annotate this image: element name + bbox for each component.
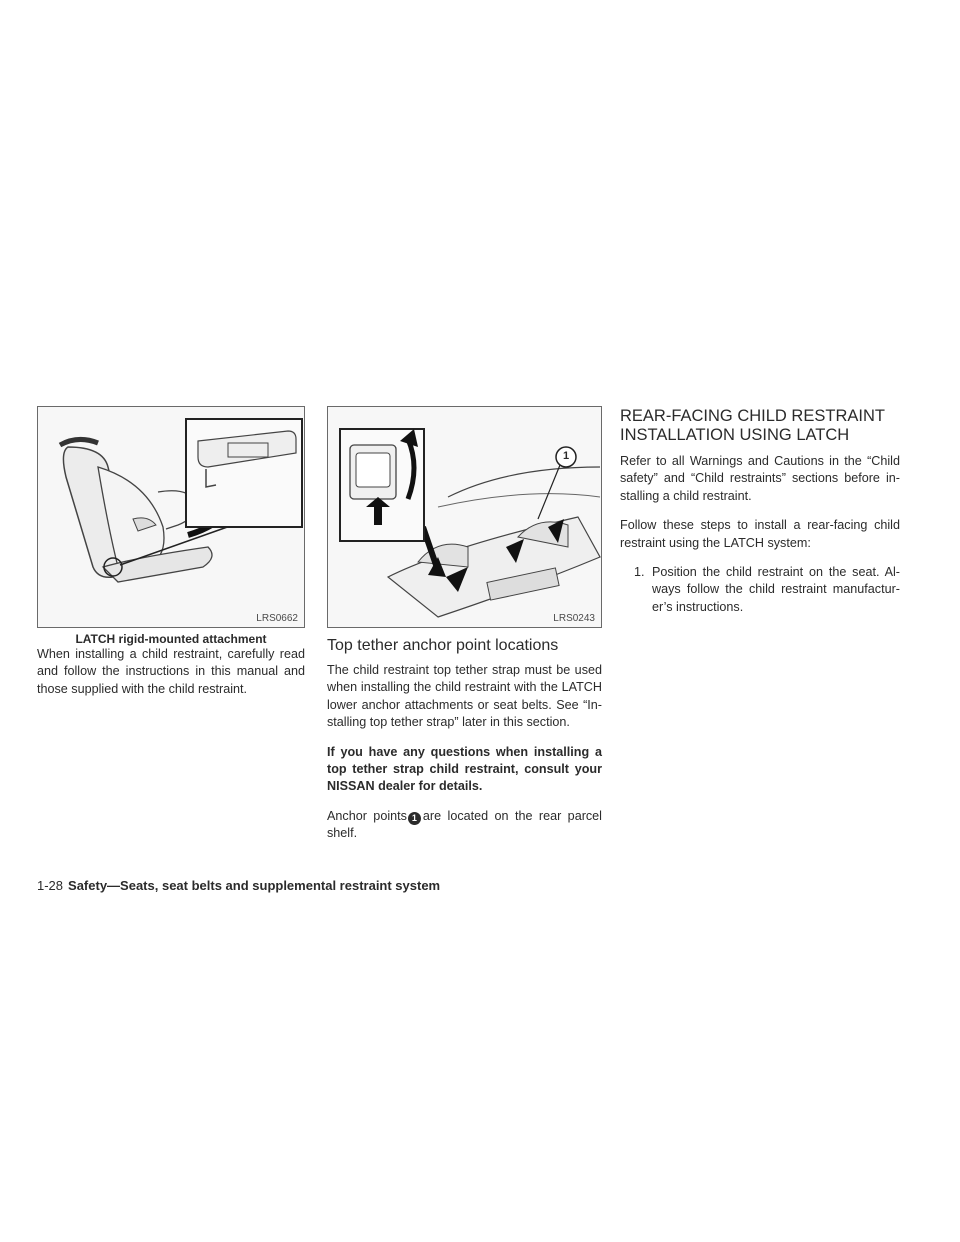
step-text: Position the child restraint on the seat. Al-ways follow the child restraint manufactur-er’s instructions. xyxy=(652,565,900,614)
page-number: 1-28 xyxy=(37,878,64,893)
steps-intro-paragraph: Follow these steps to install a rear-facing child restraint using the LATCH system: xyxy=(620,518,900,550)
figure-anchor-locations xyxy=(327,406,602,628)
list-item xyxy=(620,564,900,616)
callout-number: 1 xyxy=(562,450,570,462)
column-left xyxy=(37,406,305,710)
anchor-text-pre: Anchor points xyxy=(327,808,407,823)
section-title: Safety—Seats, seat belts and supplemental restraint system xyxy=(68,878,441,893)
callout-marker: 1 xyxy=(408,812,421,825)
column-right xyxy=(620,406,900,616)
seat-illustration xyxy=(38,407,305,628)
tether-paragraph: The child restraint top tether strap must be used when installing the child restraint with the LATCH lower anchor attachments or seat belts. See “In-stalling top tether strap” later in this section. xyxy=(327,663,602,730)
step-number: 1. xyxy=(634,565,645,580)
warning-paragraph: Refer to all Warnings and Cautions in the “Child safety” and “Child restraints” sections before in-stalling a child restraint. xyxy=(620,454,900,503)
figure-latch-attachment xyxy=(37,406,305,628)
page-footer xyxy=(37,878,440,893)
figure-code: LRS0243 xyxy=(553,613,595,624)
anchor-text-post: are located on the rear parcel shelf. xyxy=(327,808,602,841)
figure-code: LRS0662 xyxy=(256,613,298,624)
figure-caption: LATCH rigid-mounted attachment xyxy=(75,632,267,646)
intro-paragraph: When installing a child restraint, carefully read and follow the instructions in this manual and those supplied with the child restraint. xyxy=(37,647,305,696)
section-heading: REAR-FACING CHILD RESTRAINT INSTALLATION USING LATCH xyxy=(620,407,885,444)
anchor-paragraph xyxy=(327,808,602,843)
section-heading: Top tether anchor point locations xyxy=(327,637,559,654)
parcel-shelf-illustration xyxy=(328,407,602,628)
column-middle xyxy=(327,406,602,855)
dealer-paragraph: If you have any questions when installing a top tether strap child restraint, consult your NISSAN dealer for details. xyxy=(327,744,602,794)
